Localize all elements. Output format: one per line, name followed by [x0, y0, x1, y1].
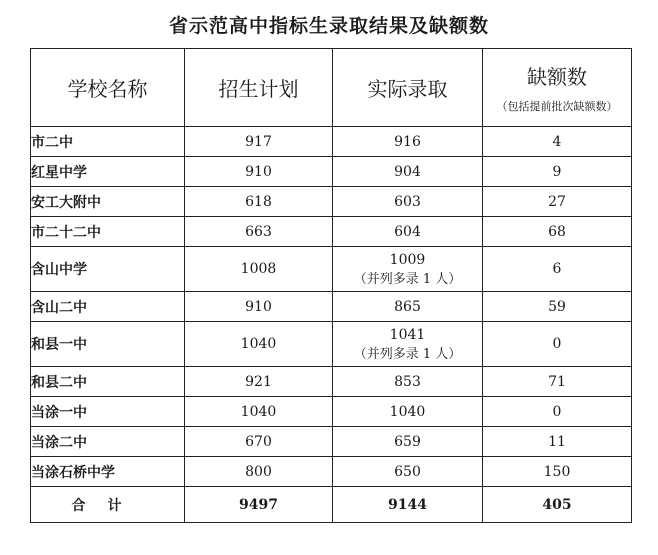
actual-admitted-cell [333, 127, 483, 157]
shortfall-cell [483, 187, 632, 217]
school-name-cell-value: 当涂石桥中学 [31, 464, 115, 481]
shortfall-cell-value: 59 [548, 298, 566, 315]
table-row [31, 367, 632, 397]
table-header-row [31, 49, 632, 127]
enrollment-plan-cell-value: 910 [245, 163, 272, 180]
school-name-cell-value: 红星中学 [31, 164, 87, 181]
enrollment-plan-cell [185, 397, 333, 427]
actual-admitted-cell [333, 457, 483, 487]
table-row [31, 157, 632, 187]
table-row [31, 457, 632, 487]
school-name-cell-value: 和县一中 [31, 337, 87, 353]
school-name-cell [31, 367, 185, 397]
header-shortfall-label: 缺额数 [527, 65, 587, 89]
table-row [31, 247, 632, 292]
enrollment-plan-cell-value: 800 [245, 463, 272, 480]
shortfall-cell [483, 292, 632, 322]
school-name-cell-value: 当涂二中 [31, 434, 87, 451]
table-row [31, 397, 632, 427]
enrollment-plan-cell-value: 1040 [240, 336, 277, 352]
shortfall-cell-value: 0 [552, 336, 562, 352]
shortfall-cell [483, 457, 632, 487]
actual-admitted-cell-value: 853 [394, 373, 421, 390]
shortfall-cell [483, 127, 632, 157]
shortfall-cell-value: 11 [548, 433, 566, 450]
school-name-cell-value: 和县二中 [31, 374, 87, 391]
enrollment-plan-cell [185, 217, 333, 247]
actual-admitted-cell-value: 650 [394, 463, 421, 480]
school-name-cell [31, 187, 185, 217]
shortfall-cell-value: 6 [552, 261, 562, 277]
school-name-cell [31, 157, 185, 187]
shortfall-cell-value: 71 [548, 373, 566, 390]
enrollment-plan-cell-value: 618 [245, 193, 272, 210]
actual-admitted-cell-value: 604 [394, 223, 421, 240]
actual-admitted-cell [333, 187, 483, 217]
table-row [31, 322, 632, 367]
actual-admitted-cell-value: 1041 [389, 326, 426, 343]
admission-table [30, 48, 632, 523]
total-row [31, 487, 632, 523]
school-name-cell [31, 322, 185, 367]
school-name-cell [31, 457, 185, 487]
enrollment-plan-cell [185, 187, 333, 217]
school-name-cell-value: 含山二中 [31, 299, 87, 316]
shortfall-cell [483, 322, 632, 367]
header-school-name: 学校名称 [31, 49, 185, 127]
shortfall-cell-value: 0 [552, 403, 562, 420]
shortfall-cell-value: 150 [543, 463, 571, 480]
actual-admitted-cell-value: 865 [394, 298, 421, 315]
school-name-cell-value: 安工大附中 [31, 194, 101, 211]
actual-admitted-cell [333, 217, 483, 247]
actual-admitted-cell [333, 397, 483, 427]
table-row [31, 127, 632, 157]
enrollment-plan-cell [185, 457, 333, 487]
table-row [31, 427, 632, 457]
actual-admitted-cell-value: 1040 [389, 403, 426, 420]
enrollment-plan-cell [185, 427, 333, 457]
enrollment-plan-cell-value: 921 [245, 373, 272, 390]
shortfall-cell-value: 4 [552, 133, 562, 150]
school-name-cell-value: 含山中学 [31, 262, 87, 278]
total-shortfall: 405 [483, 487, 632, 523]
table-row [31, 217, 632, 247]
header-actual-admitted: 实际录取 [333, 49, 483, 127]
school-name-cell [31, 292, 185, 322]
shortfall-cell [483, 157, 632, 187]
header-shortfall [483, 49, 632, 127]
shortfall-cell-value: 9 [552, 163, 562, 180]
school-name-cell [31, 397, 185, 427]
table-body [31, 127, 632, 487]
actual-admitted-cell [333, 157, 483, 187]
shortfall-cell [483, 397, 632, 427]
enrollment-plan-cell [185, 322, 333, 367]
page-title: 省示范高中指标生录取结果及缺额数 [168, 15, 489, 37]
enrollment-plan-cell [185, 292, 333, 322]
actual-admitted-cell [333, 322, 483, 367]
school-name-cell-value: 当涂一中 [31, 404, 87, 421]
total-admitted: 9144 [333, 487, 483, 523]
actual-admitted-cell-value: 916 [394, 133, 421, 150]
actual-admitted-cell [333, 427, 483, 457]
actual-admitted-cell [333, 292, 483, 322]
enrollment-plan-cell-value: 1040 [240, 403, 277, 420]
shortfall-cell [483, 367, 632, 397]
enrollment-plan-cell [185, 127, 333, 157]
actual-admitted-cell-value: 603 [394, 193, 421, 210]
table-row [31, 187, 632, 217]
total-label: 合计 [31, 487, 185, 523]
school-name-cell-value: 市二中 [31, 134, 73, 151]
enrollment-plan-cell-value: 663 [245, 223, 272, 240]
admission-note: （并列多录 1 人） [353, 271, 462, 287]
school-name-cell [31, 427, 185, 457]
school-name-cell-value: 市二十二中 [31, 224, 101, 241]
shortfall-cell [483, 217, 632, 247]
school-name-cell [31, 247, 185, 292]
school-name-cell [31, 127, 185, 157]
header-shortfall-note: （包括提前批次缺额数） [496, 100, 618, 113]
actual-admitted-cell [333, 247, 483, 292]
enrollment-plan-cell-value: 917 [245, 133, 272, 150]
total-plan: 9497 [185, 487, 333, 523]
actual-admitted-cell-value: 659 [394, 433, 421, 450]
actual-admitted-cell [333, 367, 483, 397]
header-enrollment-plan: 招生计划 [185, 49, 333, 127]
table-row [31, 292, 632, 322]
shortfall-cell-value: 27 [548, 193, 566, 210]
admission-note: （并列多录 1 人） [353, 346, 462, 362]
enrollment-plan-cell-value: 910 [245, 298, 272, 315]
actual-admitted-cell-value: 904 [394, 163, 421, 180]
enrollment-plan-cell-value: 1008 [240, 261, 277, 277]
actual-admitted-cell-value: 1009 [389, 251, 426, 268]
shortfall-cell [483, 427, 632, 457]
enrollment-plan-cell-value: 670 [245, 433, 272, 450]
enrollment-plan-cell [185, 247, 333, 292]
shortfall-cell [483, 247, 632, 292]
enrollment-plan-cell [185, 367, 333, 397]
school-name-cell [31, 217, 185, 247]
shortfall-cell-value: 68 [548, 223, 566, 240]
enrollment-plan-cell [185, 157, 333, 187]
